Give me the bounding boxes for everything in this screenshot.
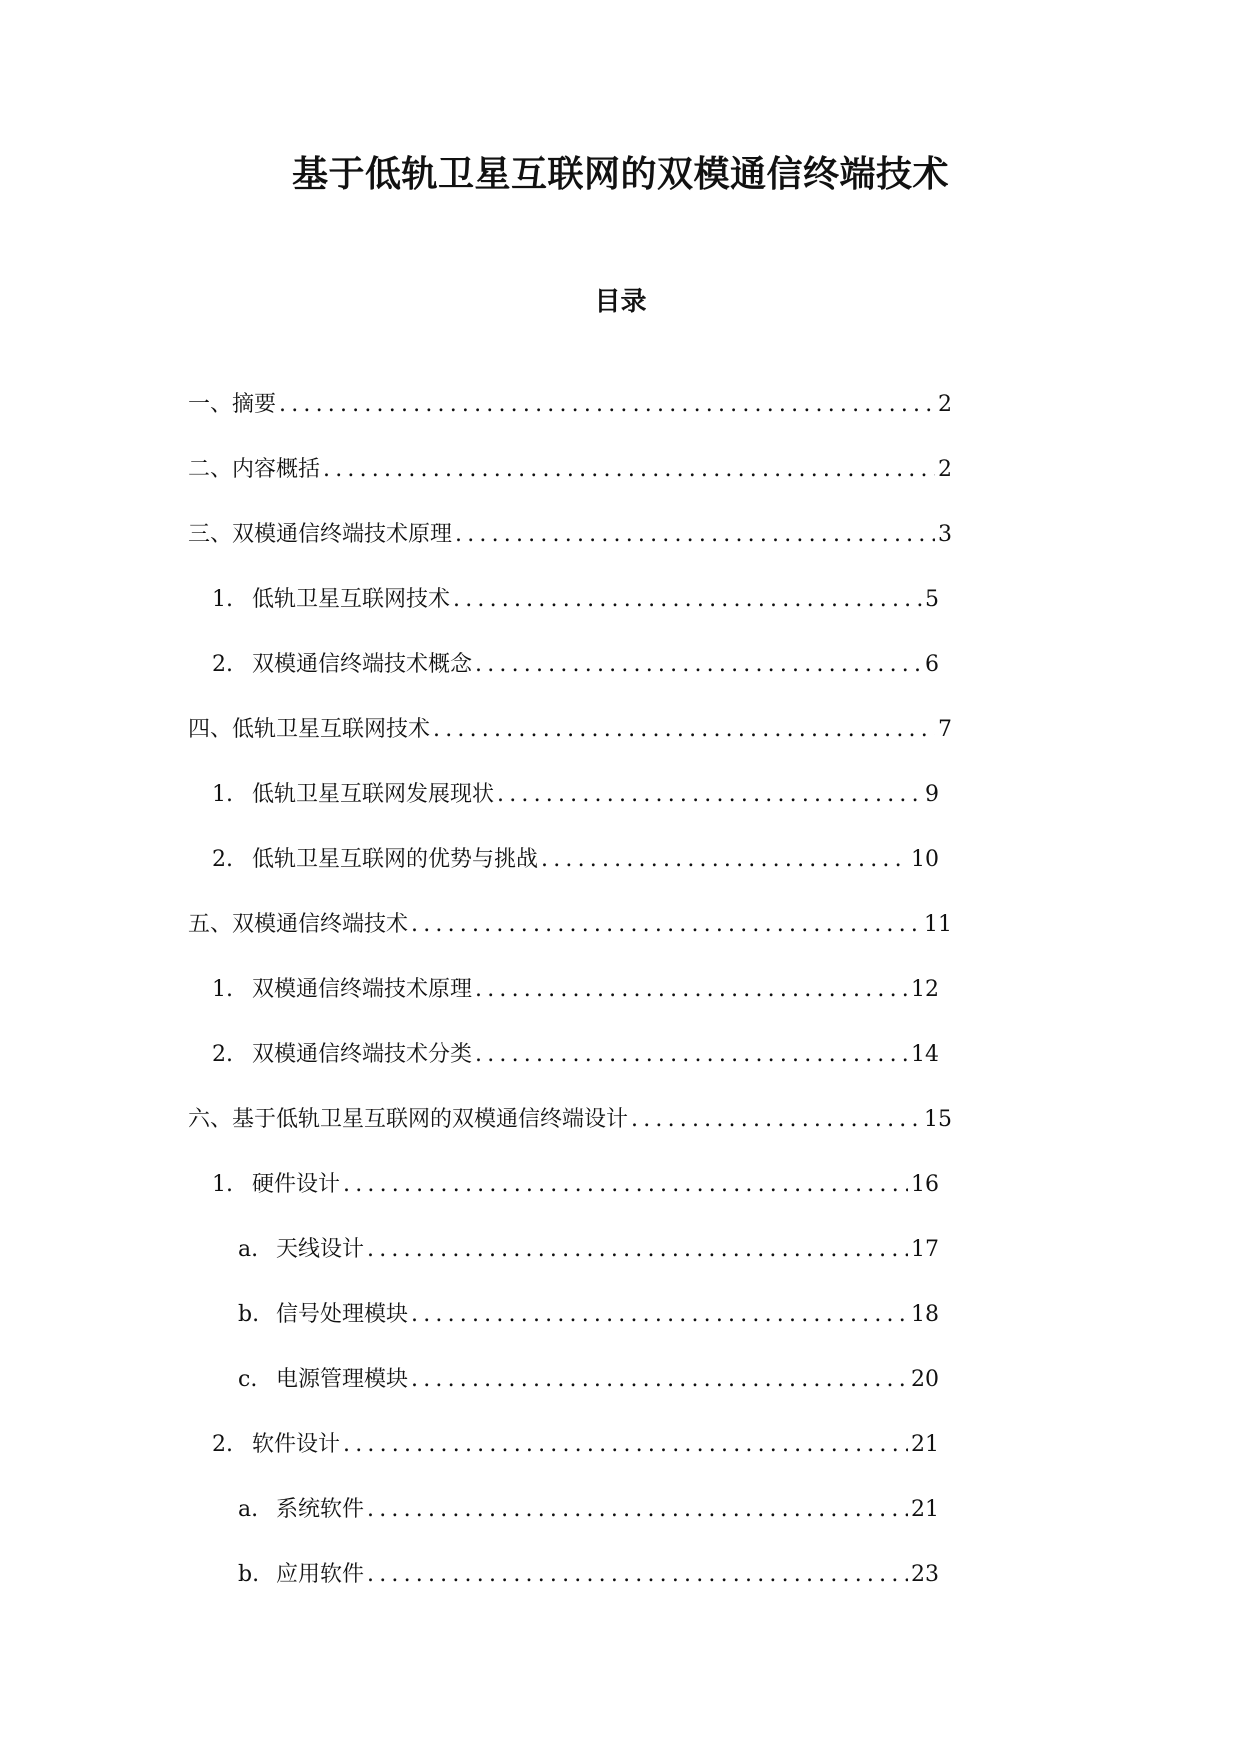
toc-entry-number: a. <box>238 1497 259 1522</box>
toc-entry-dual-mode-principle[interactable] <box>188 514 952 550</box>
toc-entry-number: b. <box>238 1302 260 1327</box>
toc-entry-number: 2. <box>212 652 233 677</box>
toc-entry-page: 2 <box>938 457 952 482</box>
toc-entry-label: 双模通信终端技术原理 <box>252 977 473 1002</box>
toc-entry-number: a. <box>238 1237 259 1262</box>
toc-heading: 目录 <box>594 287 647 317</box>
toc-entry-label: 低轨卫星互联网技术 <box>252 587 451 612</box>
toc-leader-dots <box>323 455 935 485</box>
toc-leader-dots <box>411 910 921 940</box>
toc-entry-label: 四、低轨卫星互联网技术 <box>188 717 431 742</box>
toc-entry-abstract[interactable] <box>188 384 952 420</box>
toc-entry-page: 18 <box>911 1302 939 1327</box>
toc-entry-application-software[interactable] <box>238 1554 939 1590</box>
toc-entry-label: 一、摘要 <box>188 392 277 417</box>
toc-leader-dots <box>411 1365 908 1395</box>
toc-leader-dots <box>367 1495 908 1525</box>
document-title: 基于低轨卫星互联网的双模通信终端技术 <box>291 154 949 195</box>
toc-entry-number: 2. <box>212 847 233 872</box>
toc-entry-software-design[interactable] <box>212 1424 939 1460</box>
toc-entry-page: 10 <box>911 847 939 872</box>
toc-entry-label: 信号处理模块 <box>276 1302 409 1327</box>
toc-entry-label: 硬件设计 <box>252 1172 341 1197</box>
toc-entry-label: 应用软件 <box>276 1562 365 1587</box>
toc-entry-number: 1. <box>212 1172 233 1197</box>
toc-leader-dots <box>411 1300 908 1330</box>
toc-entry-number: 1. <box>212 782 233 807</box>
toc-entry-page: 20 <box>911 1367 939 1392</box>
toc-entry-leo-internet-tech[interactable] <box>212 579 939 615</box>
toc-leader-dots <box>497 780 922 810</box>
toc-entry-page: 17 <box>911 1237 939 1262</box>
toc-entry-page: 23 <box>911 1562 939 1587</box>
toc-entry-system-software[interactable] <box>238 1489 939 1525</box>
toc-entry-page: 15 <box>924 1107 952 1132</box>
toc-entry-page: 5 <box>925 587 939 612</box>
toc-entry-dual-mode-concept[interactable] <box>212 644 939 680</box>
toc-entry-page: 21 <box>911 1497 939 1522</box>
toc-leader-dots <box>343 1170 908 1200</box>
toc-entry-number: c. <box>238 1367 258 1392</box>
toc-leader-dots <box>475 1040 908 1070</box>
toc-leader-dots <box>367 1235 908 1265</box>
toc-entry-page: 7 <box>938 717 952 742</box>
toc-entry-label: 软件设计 <box>252 1432 341 1457</box>
toc-entry-page: 12 <box>911 977 939 1002</box>
toc-entry-number: 2. <box>212 1042 233 1067</box>
toc-entry-page: 21 <box>911 1432 939 1457</box>
toc-entry-label: 六、基于低轨卫星互联网的双模通信终端设计 <box>188 1107 629 1132</box>
toc-entry-dual-mode-principle-sub[interactable] <box>212 969 939 1005</box>
toc-entry-page: 9 <box>925 782 939 807</box>
toc-entry-label: 双模通信终端技术分类 <box>252 1042 473 1067</box>
toc-entry-number: 1. <box>212 587 233 612</box>
toc-entry-label: 电源管理模块 <box>276 1367 409 1392</box>
toc-entry-terminal-design[interactable] <box>188 1099 952 1135</box>
toc-entry-antenna-design[interactable] <box>238 1229 939 1265</box>
toc-entry-page: 14 <box>911 1042 939 1067</box>
toc-entry-hardware-design[interactable] <box>212 1164 939 1200</box>
toc-entry-label: 五、双模通信终端技术 <box>188 912 409 937</box>
toc-entry-page: 11 <box>924 912 952 937</box>
toc-leader-dots <box>475 975 908 1005</box>
toc-leader-dots <box>453 585 922 615</box>
toc-entry-label: 低轨卫星互联网的优势与挑战 <box>252 847 539 872</box>
toc-entry-page: 6 <box>925 652 939 677</box>
toc-entry-label: 天线设计 <box>276 1237 365 1262</box>
toc-entry-number: b. <box>238 1562 260 1587</box>
toc-entry-page: 16 <box>911 1172 939 1197</box>
toc-entry-signal-processing[interactable] <box>238 1294 939 1330</box>
toc-leader-dots <box>541 845 908 875</box>
toc-leader-dots <box>433 715 935 745</box>
toc-leader-dots <box>631 1105 921 1135</box>
toc-entry-label: 低轨卫星互联网发展现状 <box>252 782 495 807</box>
toc-entry-leo-pros-cons[interactable] <box>212 839 939 875</box>
toc-entry-dual-mode-classification[interactable] <box>212 1034 939 1070</box>
toc-entry-number: 2. <box>212 1432 233 1457</box>
toc-entry-leo-internet[interactable] <box>188 709 952 745</box>
toc-entry-page: 2 <box>938 392 952 417</box>
toc-entry-leo-status[interactable] <box>212 774 939 810</box>
toc-entry-label: 系统软件 <box>276 1497 365 1522</box>
toc-leader-dots <box>343 1430 908 1460</box>
toc-leader-dots <box>279 390 935 420</box>
toc-entry-label: 二、内容概括 <box>188 457 321 482</box>
toc-entry-label: 双模通信终端技术概念 <box>252 652 473 677</box>
toc-entry-dual-mode-tech[interactable] <box>188 904 952 940</box>
toc-leader-dots <box>475 650 922 680</box>
toc-leader-dots <box>455 520 935 550</box>
toc-leader-dots <box>367 1560 908 1590</box>
toc-entry-overview[interactable] <box>188 449 952 485</box>
toc-entry-number: 1. <box>212 977 233 1002</box>
toc-entry-label: 三、双模通信终端技术原理 <box>188 522 453 547</box>
toc-entry-power-management[interactable] <box>238 1359 939 1395</box>
toc-entry-page: 3 <box>938 522 952 547</box>
